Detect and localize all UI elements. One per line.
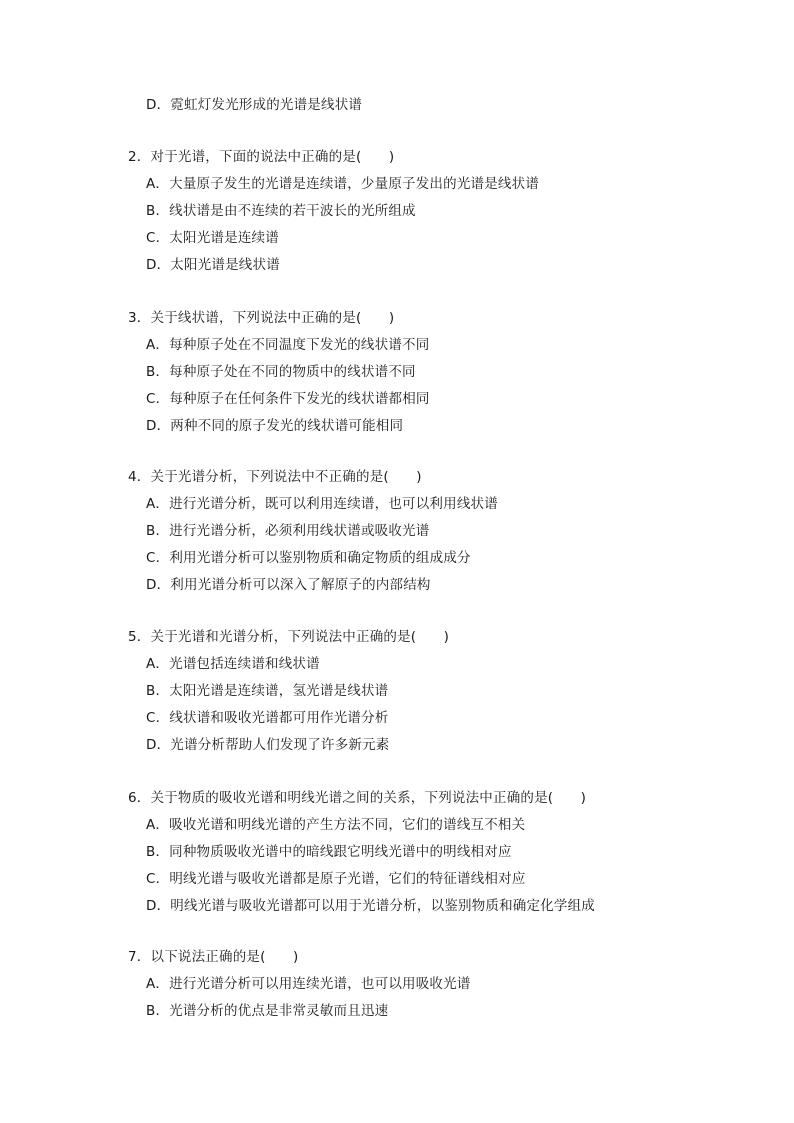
question-3: 3．关于线状谱，下列说法中正确的是( ) [128, 310, 395, 326]
question-2: 2．对于光谱，下面的说法中正确的是( ) [128, 149, 395, 165]
q1-option-d: D．霓虹灯发光形成的光谱是线状谱 [146, 97, 363, 113]
q2-option-c: C．太阳光谱是连续谱 [146, 230, 279, 246]
q5-option-c: C．线状谱和吸收光谱都可用作光谱分析 [146, 710, 389, 726]
q4-option-b: B．进行光谱分析，必须利用线状谱或吸收光谱 [146, 523, 430, 539]
q7-option-a: A．进行光谱分析可以用连续光谱，也可以用吸收光谱 [146, 976, 471, 992]
q6-option-d: D．明线光谱与吸收光谱都可以用于光谱分析，以鉴别物质和确定化学组成 [146, 898, 595, 914]
q2-option-a: A．大量原子发生的光谱是连续谱，少量原子发出的光谱是线状谱 [146, 176, 540, 192]
q4-option-a: A．进行光谱分析，既可以利用连续谱，也可以利用线状谱 [146, 496, 498, 512]
q5-option-a: A．光谱包括连续谱和线状谱 [146, 656, 320, 672]
q3-option-a: A．每种原子处在不同温度下发光的线状谱不同 [146, 337, 430, 353]
question-7: 7．以下说法正确的是( ) [128, 949, 299, 965]
q6-option-b: B．同种物质吸收光谱中的暗线跟它明线光谱中的明线相对应 [146, 844, 512, 860]
q5-option-d: D．光谱分析帮助人们发现了许多新元素 [146, 737, 390, 753]
q5-option-b: B．太阳光谱是连续谱，氢光谱是线状谱 [146, 683, 389, 699]
question-5: 5．关于光谱和光谱分析，下列说法中正确的是( ) [128, 629, 450, 645]
q2-option-b: B．线状谱是由不连续的若干波长的光所组成 [146, 203, 416, 219]
q4-option-d: D．利用光谱分析可以深入了解原子的内部结构 [146, 577, 431, 593]
q4-option-c: C．利用光谱分析可以鉴别物质和确定物质的组成成分 [146, 550, 471, 566]
q3-option-c: C．每种原子在任何条件下发光的线状谱都相同 [146, 391, 430, 407]
q3-option-d: D．两种不同的原子发光的线状谱可能相同 [146, 418, 404, 434]
q3-option-b: B．每种原子处在不同的物质中的线状谱不同 [146, 364, 416, 380]
q6-option-c: C．明线光谱与吸收光谱都是原子光谱，它们的特征谱线相对应 [146, 871, 526, 887]
q7-option-b: B．光谱分析的优点是非常灵敏而且迅速 [146, 1003, 389, 1019]
q6-option-a: A．吸收光谱和明线光谱的产生方法不同，它们的谱线互不相关 [146, 817, 526, 833]
q2-option-d: D．太阳光谱是线状谱 [146, 257, 280, 273]
question-4: 4．关于光谱分析，下列说法中不正确的是( ) [128, 469, 422, 485]
question-6: 6．关于物质的吸收光谱和明线光谱之间的关系，下列说法中正确的是( ) [128, 790, 587, 806]
